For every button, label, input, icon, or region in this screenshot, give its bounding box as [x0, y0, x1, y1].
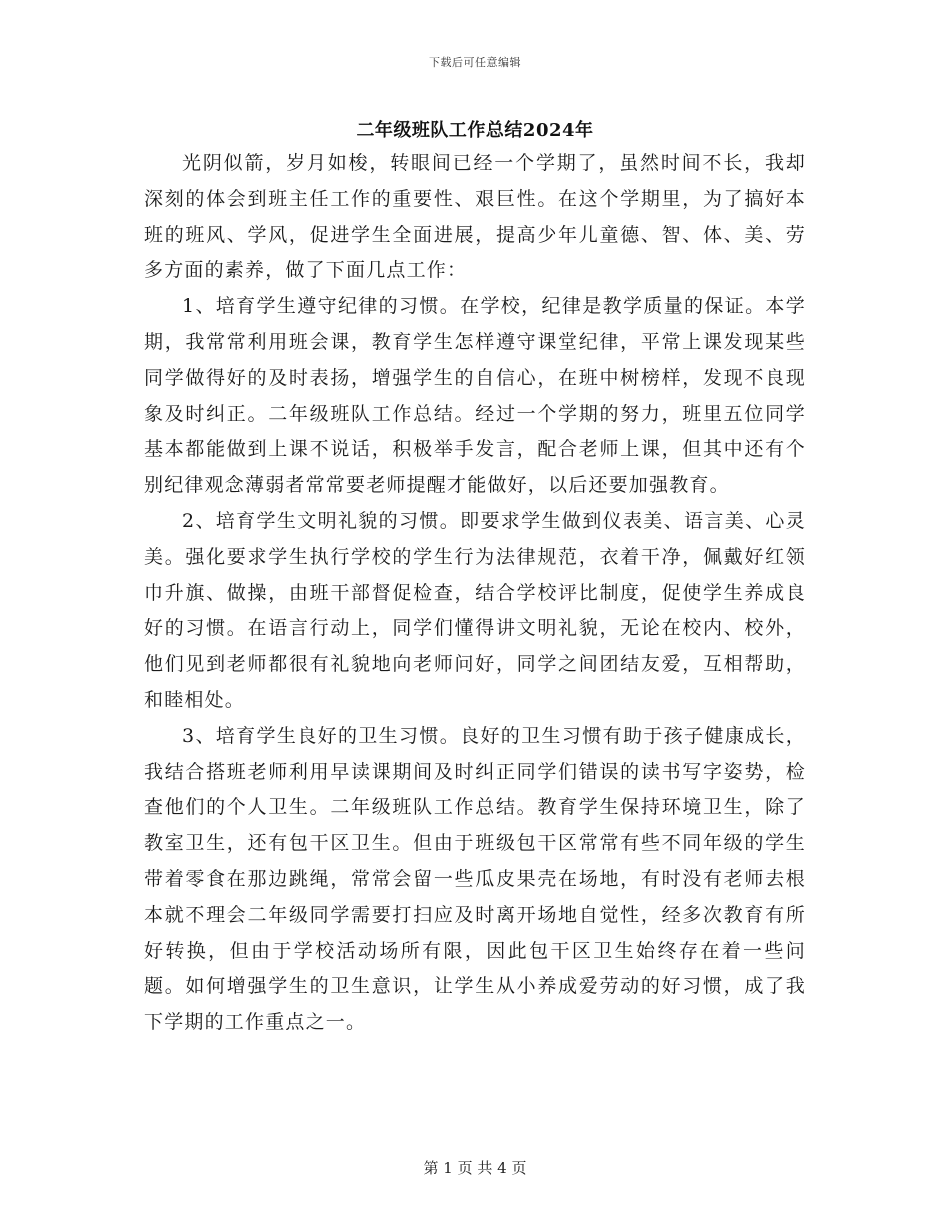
paragraph-intro: 光阴似箭，岁月如梭，转眼间已经一个学期了，虽然时间不长，我却深刻的体会到班主任工作的重要性、艰巨性。在这个学期里，为了搞好本班的班风、学风，促进学生全面进展，提高少年儿童德、智、体、美、劳多方面的素养，做了下面几点工作：: [144, 152, 806, 282]
header-note: 下载后可任意编辑: [429, 56, 521, 69]
document-body: [144, 146, 806, 1041]
page-number: 第 1 页 共 4 页: [423, 1159, 527, 1177]
paragraph-discipline: 1、培育学生遵守纪律的习惯。在学校，纪律是教学质量的保证。本学期，我常常利用班会课，教育学生怎样遵守课堂纪律，平常上课发现某些同学做得好的及时表扬，增强学生的自信心，在班中树榜样，发现不良现象及时纠正。二年级班队工作总结。经过一个学期的努力，班里五位同学基本都能做到上课不说话，积极举手发言，配合老师上课，但其中还有个别纪律观念薄弱者常常要老师提醒才能做好，以后还要加强教育。: [144, 295, 806, 497]
document-title: 二年级班队工作总结2024年: [356, 120, 594, 141]
paragraph-hygiene: 3、培育学生良好的卫生习惯。良好的卫生习惯有助于孩子健康成长，我结合搭班老师利用早读课期间及时纠正同学们错误的读书写字姿势，检查他们的个人卫生。二年级班队工作总结。教育学生保持环境卫生，除了教室卫生，还有包干区卫生。但由于班级包干区常常有些不同年级的学生带着零食在那边跳绳，常常会留一些瓜皮果壳在场地，有时没有老师去根本就不理会二年级同学需要打扫应及时离开场地自觉性，经多次教育有所好转换，但由于学校活动场所有限，因此包干区卫生始终存在着一些问题。如何增强学生的卫生意识，让学生从小养成爱劳动的好习惯，成了我下学期的工作重点之一。: [144, 724, 806, 1034]
paragraph-courtesy: 2、培育学生文明礼貌的习惯。即要求学生做到仪表美、语言美、心灵美。强化要求学生执行学校的学生行为法律规范，衣着干净，佩戴好红领巾升旗、做操，由班干部督促检查，结合学校评比制度，促使学生养成良好的习惯。在语言行动上，同学们懂得讲文明礼貌，无论在校内、校外，他们见到老师都很有礼貌地向老师问好，同学之间团结友爱，互相帮助，和睦相处。: [144, 509, 806, 711]
